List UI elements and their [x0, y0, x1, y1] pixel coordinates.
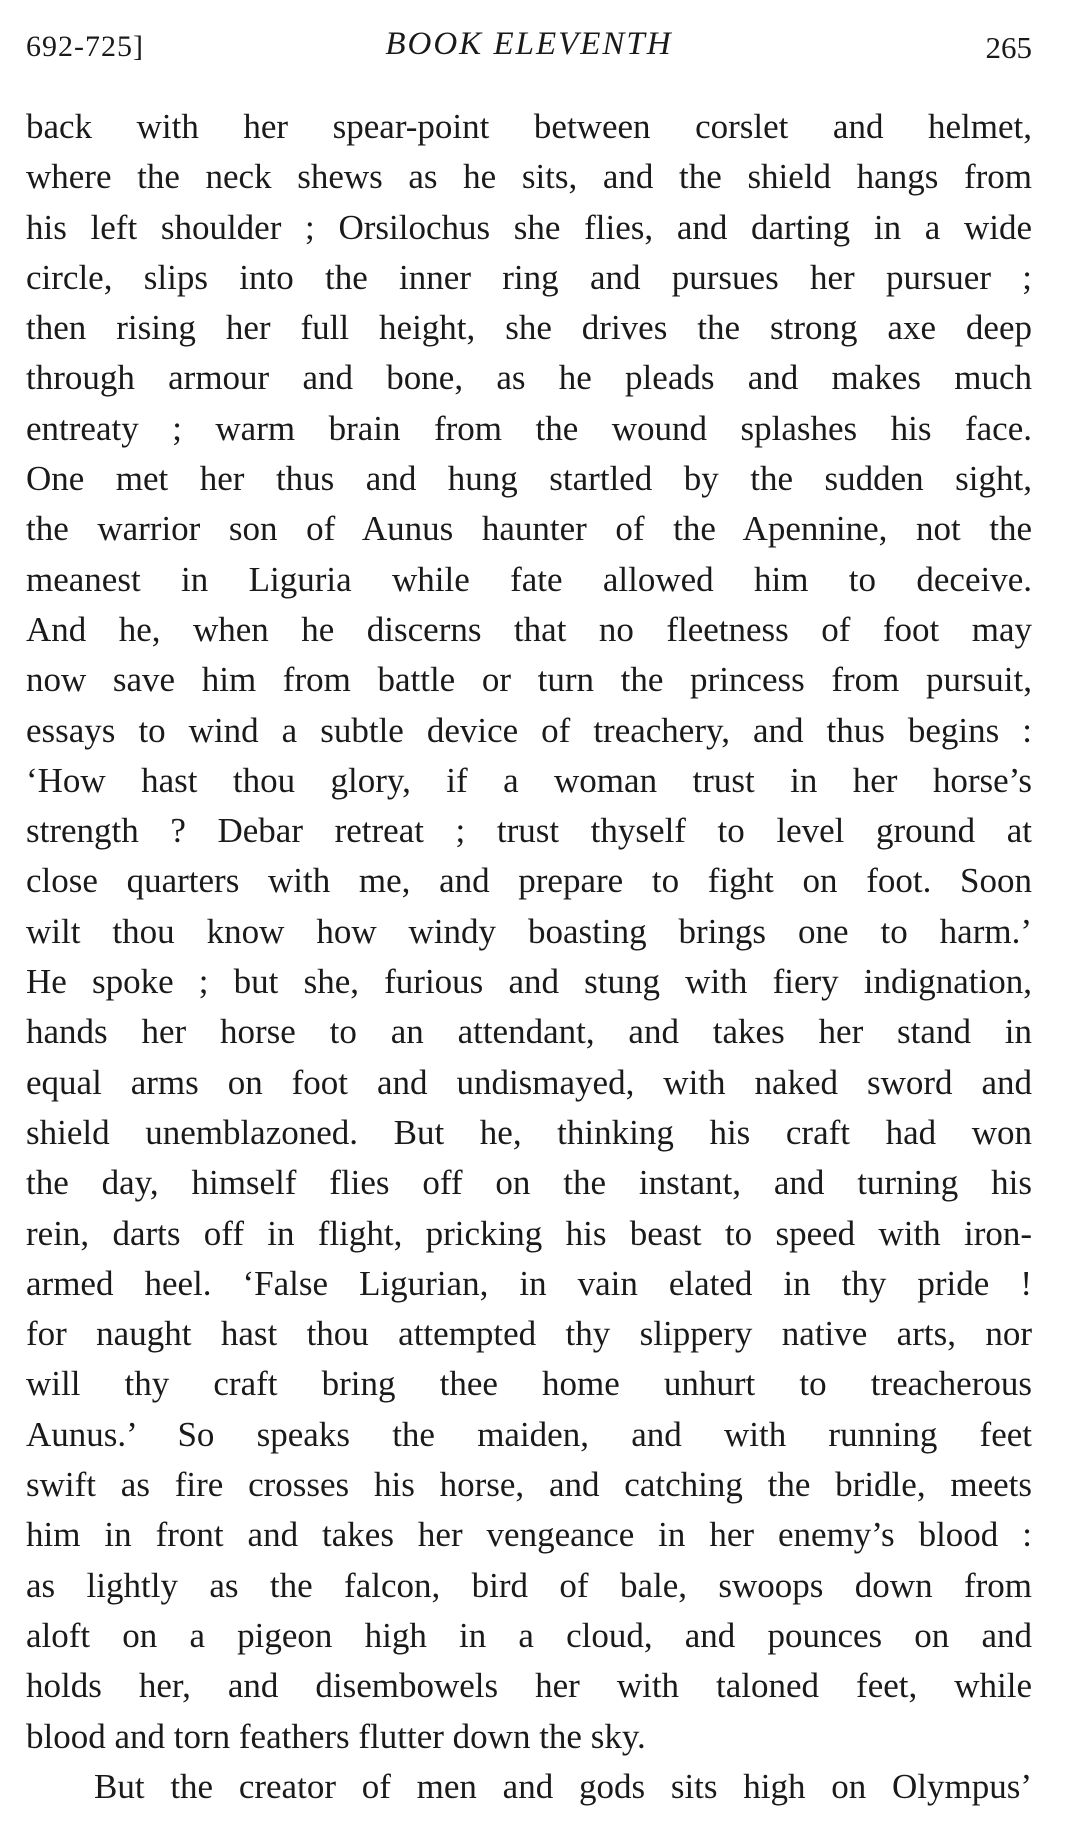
line-range: 692-725]: [26, 30, 144, 63]
text-line: close quarters with me, and prepare to fight on foot. Soon: [26, 861, 1032, 901]
text-line: swift as fire crosses his horse, and catching the bridle, meets: [26, 1465, 1032, 1505]
book-title: BOOK ELEVENTH: [385, 26, 673, 62]
text-line: then rising her full height, she drives the strong axe deep: [26, 308, 1032, 348]
text-line: for naught hast thou attempted thy slippery native arts, nor: [26, 1314, 1032, 1354]
text-line: One met her thus and hung startled by the sudden sight,: [26, 459, 1032, 499]
text-line: Aunus.’ So speaks the maiden, and with running feet: [26, 1414, 1032, 1454]
text-line: He spoke ; but she, furious and stung with fiery indignation,: [26, 962, 1032, 1002]
text-line: entreaty ; warm brain from the wound splashes his face.: [26, 408, 1032, 448]
text-line: where the neck shews as he sits, and the shield hangs from: [26, 157, 1032, 197]
text-line: through armour and bone, as he pleads and makes much: [26, 358, 1032, 398]
text-line: meanest in Liguria while fate allowed him to deceive.: [26, 559, 1032, 599]
text-line: him in front and takes her vengeance in her enemy’s blood :: [26, 1515, 1032, 1555]
text-line: ‘How hast thou glory, if a woman trust in her horse’s: [26, 760, 1032, 800]
paragraph-end-line: blood and torn feathers flutter down the sky.: [26, 1716, 646, 1756]
text-line: essays to wind a subtle device of treachery, and thus begins :: [26, 710, 1032, 750]
text-line: as lightly as the falcon, bird of bale, swoops down from: [26, 1565, 1032, 1605]
text-line: wilt thou know how windy boasting brings one to harm.’: [26, 911, 1032, 951]
text-line: the warrior son of Aunus haunter of the Apennine, not the: [26, 509, 1032, 549]
text-line: armed heel. ‘False Ligurian, in vain elated in thy pride !: [26, 1263, 1032, 1303]
text-line: circle, slips into the inner ring and pursues her pursuer ;: [26, 257, 1032, 297]
text-line: will thy craft bring thee home unhurt to treacherous: [26, 1364, 1032, 1404]
text-line: equal arms on foot and undismayed, with naked sword and: [26, 1062, 1032, 1102]
text-line: aloft on a pigeon high in a cloud, and pounces on and: [26, 1615, 1032, 1655]
paragraph-start-line: But the creator of men and gods sits high on Olympus’: [94, 1766, 1032, 1806]
text-line: now save him from battle or turn the princess from pursuit,: [26, 660, 1032, 700]
text-line: strength ? Debar retreat ; trust thyself to level ground at: [26, 811, 1032, 851]
text-line: And he, when he discerns that no fleetness of foot may: [26, 609, 1032, 649]
text-line: holds her, and disembowels her with taloned feet, while: [26, 1666, 1032, 1706]
text-line: hands her horse to an attendant, and takes her stand in: [26, 1012, 1032, 1052]
running-header: [26, 26, 1032, 70]
page-number: 265: [985, 30, 1032, 65]
page-body: [26, 102, 1032, 1812]
text-line: rein, darts off in flight, pricking his beast to speed with iron-: [26, 1213, 1032, 1253]
text-line: shield unemblazoned. But he, thinking his craft had won: [26, 1112, 1032, 1152]
text-line: back with her spear-point between corslet and helmet,: [26, 107, 1032, 146]
text-line: the day, himself flies off on the instant, and turning his: [26, 1163, 1032, 1203]
text-line: his left shoulder ; Orsilochus she flies, and darting in a wide: [26, 207, 1032, 247]
